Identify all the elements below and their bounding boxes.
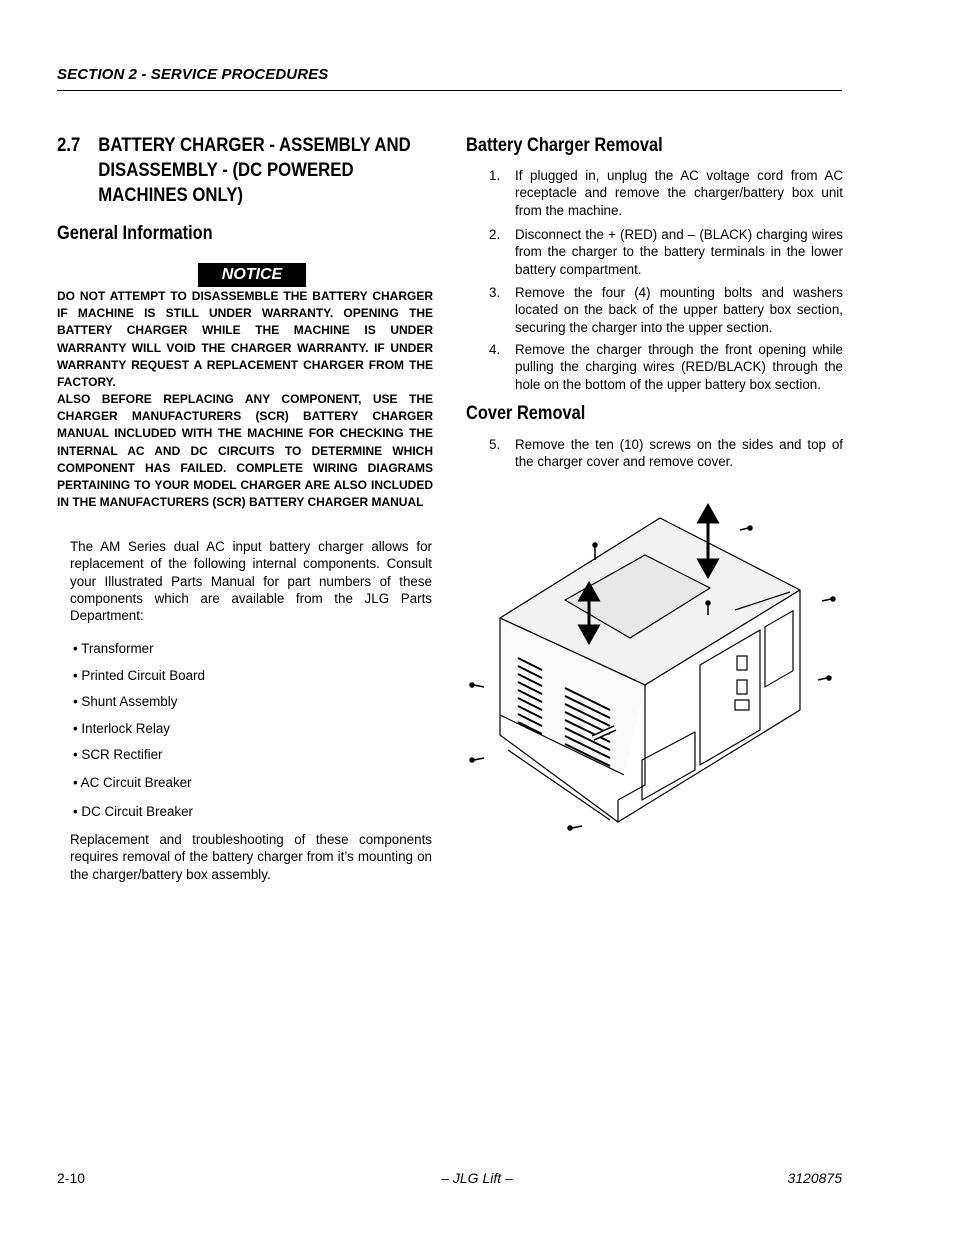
header-rule — [57, 90, 842, 91]
step-number: 5. — [489, 437, 501, 452]
notice-label: NOTICE — [198, 263, 306, 287]
component-item: • Interlock Relay — [73, 721, 170, 736]
step-number: 3. — [489, 285, 501, 300]
removal-step — [489, 226, 843, 278]
step-number: 1. — [489, 168, 501, 183]
step-number: 4. — [489, 342, 501, 357]
heading-line-1: BATTERY CHARGER - ASSEMBLY AND — [98, 134, 411, 156]
step-text: Disconnect the + (RED) and – (BLACK) charging wires from the charger to the battery terminals in the lower battery compartment. — [515, 227, 843, 277]
step-text: Remove the ten (10) screws on the sides and top of the charger cover and remove cover. — [515, 437, 843, 470]
component-item: • Transformer — [73, 641, 154, 656]
charger-illustration — [460, 500, 850, 840]
section-number: 2.7 — [57, 134, 81, 156]
component-item: • Shunt Assembly — [73, 694, 178, 709]
closing-paragraph: Replacement and troubleshooting of these components requires removal of the battery charger from it’s mounting on the charger/battery box assembly. — [70, 832, 432, 882]
removal-step — [489, 341, 843, 393]
cover-step — [489, 436, 843, 471]
component-item: • SCR Rectifier — [73, 747, 163, 762]
component-item: • DC Circuit Breaker — [73, 804, 194, 819]
notice-paragraph-2: ALSO BEFORE REPLACING ANY COMPONENT, USE THE CHARGER MANUFACTURERS (SCR) BATTERY CHARGER MANUAL INCLUDED WITH THE MACHINE FOR CHECKING THE INTERNAL AC AND DC CIRCUITS TO DETERMINE WHICH COMPONENT HAS FAILED. COMPLETE WIRING DIAGRAMS PERTAINING TO YOUR MODEL CHARGER ARE ALSO INCLUDED IN THE MANUFACTURERS (SCR) BATTERY CHARGER MANUAL — [57, 392, 433, 510]
step-text: Remove the four (4) mounting bolts and washers located on the back of the upper battery box section, securing the charger into the upper section. — [515, 285, 843, 335]
removal-step — [489, 167, 843, 219]
intro-paragraph: The AM Series dual AC input battery charger allows for replacement of the following internal components. Consult your Illustrated Parts Manual for part numbers of these components which are available from the JLG Parts Department: — [70, 539, 432, 624]
component-item: • AC Circuit Breaker — [73, 775, 192, 790]
removal-step — [489, 284, 843, 336]
step-text: Remove the charger through the front opening while pulling the charging wires (RED/BLACK) through the hole on the bottom of the upper battery box section. — [515, 342, 843, 392]
step-number: 2. — [489, 227, 501, 242]
notice-paragraph-1: DO NOT ATTEMPT TO DISASSEMBLE THE BATTERY CHARGER IF MACHINE IS STILL UNDER WARRANTY. OPENING THE BATTERY CHARGER WHILE THE MACHINE IS UNDER WARRANTY WILL VOID THE CHARGER WARRANTY. IF UNDER WARRANTY REQUEST A REPLACEMENT CHARGER FROM THE FACTORY. — [57, 289, 433, 390]
footer-page-number: 2-10 — [57, 1170, 86, 1186]
removal-heading: Battery Charger Removal — [466, 134, 663, 156]
main-heading — [57, 133, 411, 208]
heading-line-3: MACHINES ONLY) — [98, 184, 244, 206]
component-item: • Printed Circuit Board — [73, 668, 205, 683]
footer-center: – JLG Lift – — [441, 1170, 513, 1186]
general-info-heading: General Information — [57, 222, 213, 244]
cover-removal-heading: Cover Removal — [466, 402, 586, 424]
section-header: SECTION 2 - SERVICE PROCEDURES — [57, 66, 329, 83]
footer-doc-number: 3120875 — [787, 1170, 842, 1186]
heading-line-2: DISASSEMBLY - (DC POWERED — [98, 159, 354, 181]
step-text: If plugged in, unplug the AC voltage cord from AC receptacle and remove the charger/battery box unit from the machine. — [515, 168, 843, 218]
